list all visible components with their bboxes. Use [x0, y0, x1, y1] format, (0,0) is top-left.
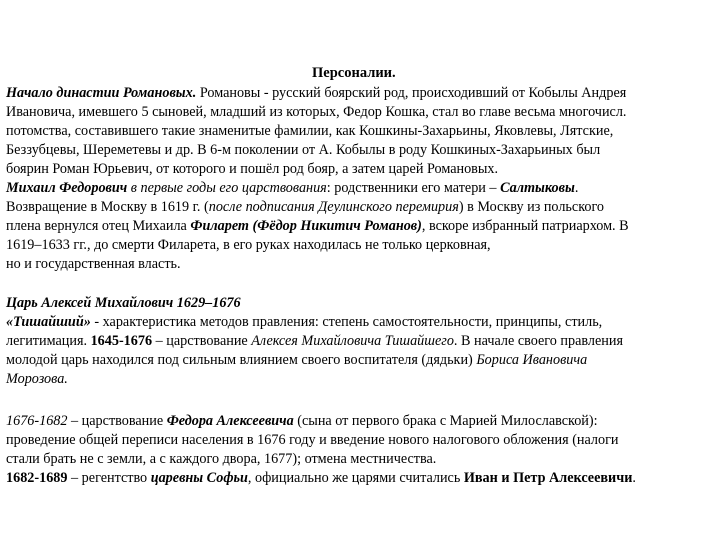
text-run: .: [574, 180, 579, 196]
text-run: ) в Москву из польского: [458, 199, 605, 215]
text-run: – царствование: [152, 333, 252, 349]
text-line: Ивановича, имевшего 5 сыновей, младший из которых, Федор Кошка, стал во главе весьма многочисл.: [6, 104, 627, 120]
name-aleksey: Алексея Михайловича Тишайшего: [251, 333, 454, 349]
text-line: Морозова.: [6, 371, 68, 387]
text-line: [6, 351, 716, 370]
text-run: – регентство: [67, 470, 151, 486]
text-run: .: [632, 470, 636, 486]
text-line: [6, 313, 716, 332]
section-aleksey-mikhailovich: [6, 294, 716, 389]
section-heading: Царь Алексей Михайлович 1629–1676: [6, 295, 241, 311]
term-tishaishiy: «Тишайший»: [6, 314, 91, 330]
text-run: Возвращение в Москву в 1619 г. (: [6, 199, 209, 215]
text-run: молодой царь находился под сильным влиянием своего воспитателя (дядьки): [6, 352, 477, 368]
section-heading: Начало династии Романовых.: [6, 85, 197, 101]
text-run: , официально же царями считались: [247, 470, 464, 486]
date-range: 1676-1682: [6, 413, 68, 429]
text-run: , вскоре избранный патриархом. В: [421, 218, 629, 234]
text-run: легитимация.: [6, 333, 91, 349]
text-run: . В начале своего правления: [453, 333, 623, 349]
section-fedor-alekseevich: [6, 412, 716, 488]
text-line: потомства, составившего такие знаменитые фамилии, как Кошкины-Захарьины, Яковлевы, Лятские,: [6, 123, 614, 139]
name-saltykovy: Салтыковы: [500, 180, 575, 196]
text-line: [6, 179, 716, 198]
text-line: [6, 84, 716, 103]
date-range: 1645-1676: [90, 333, 153, 349]
text-run: после подписания Деулинского перемирия: [208, 199, 459, 215]
text-line: [6, 332, 716, 351]
text-run: : родственники его матери –: [326, 180, 501, 196]
text-line: стали брать не с земли, а с каждого двора, 1677); отмена местничества.: [6, 451, 437, 467]
text-line: 1619–1633 гг., до смерти Филарета, в его руках находилась не только церковная,: [6, 237, 491, 253]
section-romanov-dynasty: [6, 84, 716, 274]
text-line: боярин Роман Юрьевич, от которого и пошёл род бояр, а затем царей Романовых.: [6, 161, 499, 177]
date-range: 1682-1689: [6, 470, 68, 486]
text-line: Беззубцевы, Шереметевы и др. В 6-м поколении от А. Кобылы в роду Кошкиных-Захарьиных был: [6, 142, 601, 158]
name-fedor: Федора Алексеевича: [166, 413, 294, 429]
name-mikhail: Михаил Федорович: [6, 180, 128, 196]
text-run: - характеристика методов правления: степень самостоятельности, принципы, стиль,: [90, 314, 603, 330]
text-line: проведение общей переписи населения в 1676 году и введение нового налогового обложения (налоги: [6, 432, 619, 448]
text-run: Романовы - русский боярский род, происходивший от Кобылы Андрея: [196, 85, 627, 101]
text-run: плена вернулся отец Михаила: [6, 218, 191, 234]
text-line: [6, 217, 716, 236]
text-line: [6, 469, 716, 488]
name-ivan-petr: Иван и Петр Алексеевичи: [463, 470, 633, 486]
page-title: Персоналии.: [312, 65, 396, 81]
name-sofia: царевны Софьи: [150, 470, 248, 486]
text-line: [6, 198, 716, 217]
name-filaret: Филарет (Фёдор Никитич Романов): [190, 218, 422, 234]
name-morozov: Бориса Ивановича: [476, 352, 588, 368]
text-run: – царствование: [67, 413, 167, 429]
text-run: в первые годы его царствования: [127, 180, 327, 196]
text-line: но и государственная власть.: [6, 256, 181, 272]
text-run: (сына от первого брака с Марией Милославской):: [293, 413, 598, 429]
text-line: [6, 412, 716, 431]
